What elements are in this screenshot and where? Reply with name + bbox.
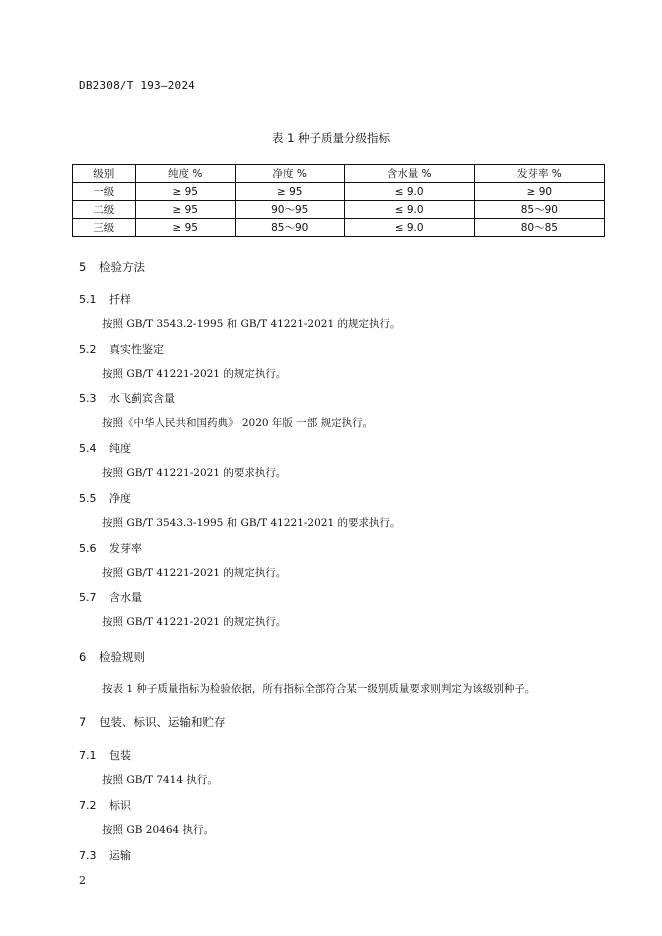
- paragraph-5-5: 按照 GB/T 3543.3-1995 和 GB/T 41221-2021 的要求执行。: [102, 517, 401, 529]
- table-cell: ≤ 9.0: [344, 183, 474, 201]
- paragraph-6: 按表 1 种子质量指标为检验依据，所有指标全部符合某一级别质量要求则判定为该级别种子。: [102, 683, 536, 695]
- subsection-heading-5-6: [79, 540, 142, 556]
- table-cell: ≥ 95: [135, 183, 235, 201]
- section-heading-6: [79, 649, 145, 665]
- table-cell: 一级: [73, 183, 136, 201]
- section-title: 运输: [109, 849, 131, 862]
- paragraph-5-7: 按照 GB/T 41221-2021 的规定执行。: [102, 616, 287, 628]
- section-number: 7.1: [79, 749, 97, 762]
- table-row: [73, 183, 605, 201]
- page-number: 2: [79, 874, 86, 887]
- table-caption: 表 1 种子质量分级指标: [271, 131, 391, 145]
- section-title: 含水量: [109, 591, 142, 604]
- section-heading-5: [79, 259, 145, 275]
- section-number: 5.2: [79, 343, 97, 356]
- subsection-heading-7-3: [79, 847, 131, 863]
- section-number: 5.3: [79, 392, 97, 405]
- table-cell: ≤ 9.0: [344, 219, 474, 237]
- subsection-heading-5-4: [79, 440, 131, 456]
- subsection-heading-7-1: [79, 747, 131, 763]
- column-header: 含水量 %: [344, 165, 474, 183]
- paragraph-5-1: 按照 GB/T 3543.2-1995 和 GB/T 41221-2021 的规定执行。: [102, 318, 401, 330]
- paragraph-7-1: 按照 GB/T 7414 执行。: [102, 774, 218, 786]
- section-title: 净度: [109, 492, 131, 505]
- subsection-heading-7-2: [79, 797, 131, 813]
- table-cell: ≤ 9.0: [344, 201, 474, 219]
- section-number: 5: [79, 260, 87, 274]
- table-cell: ≥ 90: [474, 183, 604, 201]
- section-number: 5.1: [79, 293, 97, 306]
- table-header-row: [73, 165, 605, 183]
- table-row: [73, 219, 605, 237]
- column-header: 发芽率 %: [474, 165, 604, 183]
- paragraph-5-4: 按照 GB/T 41221-2021 的要求执行。: [102, 467, 287, 479]
- seed-quality-table: [72, 164, 605, 237]
- section-title: 标识: [109, 799, 131, 812]
- table-cell: ≥ 95: [135, 219, 235, 237]
- table-row: [73, 201, 605, 219]
- section-number: 6: [79, 650, 87, 664]
- section-title: 检验规则: [99, 650, 145, 664]
- section-title: 水飞蓟宾含量: [109, 392, 175, 405]
- section-title: 包装、标识、运输和贮存: [99, 715, 226, 729]
- table-cell: ≥ 95: [235, 183, 344, 201]
- section-number: 5.4: [79, 442, 97, 455]
- table-cell: 三级: [73, 219, 136, 237]
- table-cell: ≥ 95: [135, 201, 235, 219]
- subsection-heading-5-3: [79, 390, 175, 406]
- paragraph-5-6: 按照 GB/T 41221-2021 的规定执行。: [102, 567, 287, 579]
- section-number: 7: [79, 715, 87, 729]
- section-title: 检验方法: [99, 260, 145, 274]
- column-header: 净度 %: [235, 165, 344, 183]
- section-title: 扦样: [109, 293, 131, 306]
- section-number: 5.7: [79, 591, 97, 604]
- table-cell: 90～95: [235, 201, 344, 219]
- paragraph-5-3: 按照《中华人民共和国药典》 2020 年版 一部 规定执行。: [102, 417, 374, 429]
- column-header: 纯度 %: [135, 165, 235, 183]
- table-cell: 85～90: [235, 219, 344, 237]
- paragraph-5-2: 按照 GB/T 41221-2021 的规定执行。: [102, 368, 287, 380]
- section-title: 纯度: [109, 442, 131, 455]
- subsection-heading-5-7: [79, 589, 142, 605]
- document-code: DB2308/T 193—2024: [79, 79, 195, 92]
- table-cell: 85～90: [474, 201, 604, 219]
- section-number: 7.2: [79, 799, 97, 812]
- subsection-heading-5-5: [79, 490, 131, 506]
- subsection-heading-5-1: [79, 291, 131, 307]
- table-cell: 80～85: [474, 219, 604, 237]
- subsection-heading-5-2: [79, 341, 164, 357]
- section-title: 真实性鉴定: [109, 343, 164, 356]
- section-title: 包装: [109, 749, 131, 762]
- section-number: 5.6: [79, 542, 97, 555]
- section-heading-7: [79, 714, 226, 730]
- paragraph-7-2: 按照 GB 20464 执行。: [102, 824, 215, 836]
- section-number: 7.3: [79, 849, 97, 862]
- section-title: 发芽率: [109, 542, 142, 555]
- table-cell: 二级: [73, 201, 136, 219]
- column-header: 级别: [73, 165, 136, 183]
- section-number: 5.5: [79, 492, 97, 505]
